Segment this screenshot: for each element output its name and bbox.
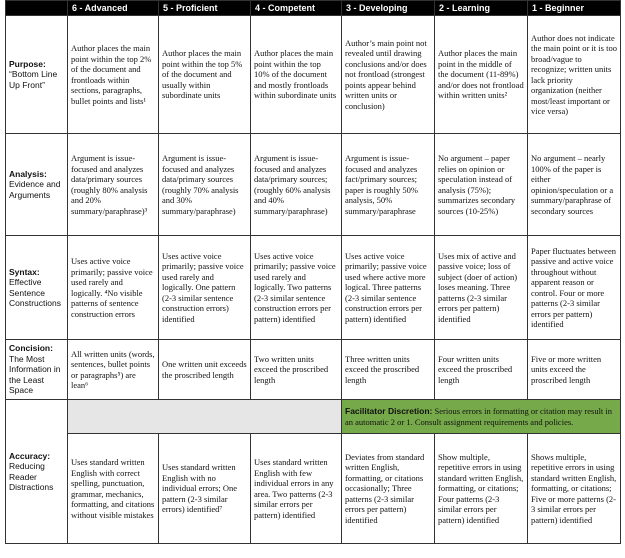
accuracy-level-1: Shows multiple, repetitive errors in using standard written English, formatting, or citations; Five or more patterns (2-3 similar errors per pattern) identified <box>528 434 621 544</box>
accuracy-level-2: Show multiple, repetitive errors in using standard written English, formatting, or citations; Four patterns (2-3 similar errors per pattern) identified <box>435 434 528 544</box>
header-row <box>6 1 621 16</box>
facilitator-note-text: Serious errors in formatting or citation may result in an automatic 2 or 1. Consult assignment requirements and policies. <box>345 406 613 427</box>
analysis-level-4: Argument is issue-focused and analyzes data/primary sources; (roughly 60% analysis and 40% summary/paraphrase) <box>251 134 342 236</box>
level-4-header: 4 - Competent <box>251 1 342 16</box>
facilitator-note-title: Facilitator Discretion: <box>345 406 433 416</box>
facilitator-note <box>342 400 621 434</box>
accuracy-level-3: Deviates from standard written English, formatting, or citations occasionally; Three patterns (2-3 similar errors per pattern) identified <box>342 434 435 544</box>
accuracy-level-6: Uses standard written English with correct spelling, punctuation, grammar, mechanics, formatting, and citations without visible mistakes <box>68 434 159 544</box>
accuracy-level-4: Uses standard written English with few individual errors in any area. Two patterns (2-3 similar errors per pattern) identified <box>251 434 342 544</box>
level-3-header: 3 - Developing <box>342 1 435 16</box>
purpose-row-header <box>6 16 68 134</box>
accuracy-row <box>6 434 621 544</box>
analysis-row <box>6 134 621 236</box>
level-1-header: 1 - Beginner <box>528 1 621 16</box>
analysis-row-header <box>6 134 68 236</box>
syntax-level-2: Uses mix of active and passive voice; loss of subject (doer of action) loses meaning. Three patterns (2-3 similar errors per pattern) identified <box>435 236 528 340</box>
syntax-row <box>6 236 621 340</box>
syntax-subtitle: Effective Sentence Constructions <box>9 277 61 308</box>
purpose-row <box>6 16 621 134</box>
corner-cell <box>6 1 68 16</box>
note-spacer <box>68 400 342 434</box>
analysis-level-1: No argument – nearly 100% of the paper is either opinion/speculation or a summary/paraphrase of secondary sources <box>528 134 621 236</box>
level-6-header: 6 - Advanced <box>68 1 159 16</box>
analysis-level-6: Argument is issue-focused and analyzes data/primary sources (roughly 80% analysis and 20% summary/paraphrase)³ <box>68 134 159 236</box>
analysis-level-3: Argument is issue-focused and analyzes fact/primary sources; paper is roughly 50% analysis, 50% summary/paraphrase <box>342 134 435 236</box>
syntax-level-5: Uses active voice primarily; passive voice used rarely and logically. One pattern (2-3 similar sentence construction errors) identified <box>159 236 251 340</box>
concision-row-header <box>6 340 68 400</box>
concision-row <box>6 340 621 400</box>
accuracy-title: Accuracy: <box>9 450 51 461</box>
accuracy-subtitle: Reducing Reader Distractions <box>9 461 54 492</box>
accuracy-row-header <box>6 400 68 544</box>
purpose-level-5: Author places the main point within the top 5% of the document and usually within subordinate units <box>159 16 251 134</box>
concision-subtitle: The Most Information in the Least Space <box>9 353 61 396</box>
purpose-level-1: Author does not indicate the main point or it is too broad/vague to recognize; written units lack priority organization (neither most/least important or vice versa) <box>528 16 621 134</box>
syntax-level-4: Uses active voice primarily; passive voice used rarely and logically. Two patterns (2-3 similar sentence construction errors per pattern) identified <box>251 236 342 340</box>
purpose-level-3: Author’s main point not revealed until drawing conclusions and/or does not frontload (strongest points appear behind written units or conclusion) <box>342 16 435 134</box>
concision-level-4: Two written units exceed the proscribed length <box>251 340 342 400</box>
concision-title: Concision: <box>9 343 53 354</box>
concision-level-1: Five or more written units exceed the proscribed length <box>528 340 621 400</box>
purpose-subtitle: “Bottom Line Up Front” <box>9 69 58 90</box>
purpose-title: Purpose: <box>9 58 46 69</box>
concision-level-5: One written unit exceeds the proscribed length <box>159 340 251 400</box>
purpose-level-4: Author places the main point within the top 10% of the document and mostly frontloads within subordinate units <box>251 16 342 134</box>
purpose-level-2: Author places the main point in the middle of the document (11-89%) and/or does not frontload within written units² <box>435 16 528 134</box>
level-2-header: 2 - Learning <box>435 1 528 16</box>
syntax-level-6: Uses active voice primarily; passive voice used rarely and logically. ⁴No visible patterns of sentence construction errors <box>68 236 159 340</box>
analysis-level-5: Argument is issue-focused and analyzes data/primary sources (roughly 70% analysis and 30% summary/paraphrase) <box>159 134 251 236</box>
syntax-level-3: Uses active voice primarily; passive voice used where active more logical. Three patterns (2-3 similar sentence construction errors per pattern) identified <box>342 236 435 340</box>
analysis-title: Analysis: <box>9 168 47 179</box>
rubric-table <box>5 0 621 544</box>
concision-level-6: All written units (words, sentences, bullet points or paragraphs⁵) are lean⁶ <box>68 340 159 400</box>
concision-level-2: Four written units exceed the proscribed length <box>435 340 528 400</box>
syntax-level-1: Paper fluctuates between passive and active voice throughout without apparent reason or control. Four or more patterns (2-3 similar errors per pattern) identified <box>528 236 621 340</box>
analysis-level-2: No argument – paper relies on opinion or speculation instead of analysis (75%); summarizes secondary sources (10-25%) <box>435 134 528 236</box>
facilitator-note-row <box>6 400 621 434</box>
level-5-header: 5 - Proficient <box>159 1 251 16</box>
syntax-row-header <box>6 236 68 340</box>
concision-level-3: Three written units exceed the proscribed length <box>342 340 435 400</box>
accuracy-level-5: Uses standard written English with no individual errors; One pattern (2-3 similar errors) identified⁷ <box>159 434 251 544</box>
purpose-level-6: Author places the main point within the top 2% of the document and frontloads within sections, paragraphs, bullet points and lists¹ <box>68 16 159 134</box>
analysis-subtitle: Evidence and Arguments <box>9 179 61 200</box>
syntax-title: Syntax: <box>9 266 40 277</box>
